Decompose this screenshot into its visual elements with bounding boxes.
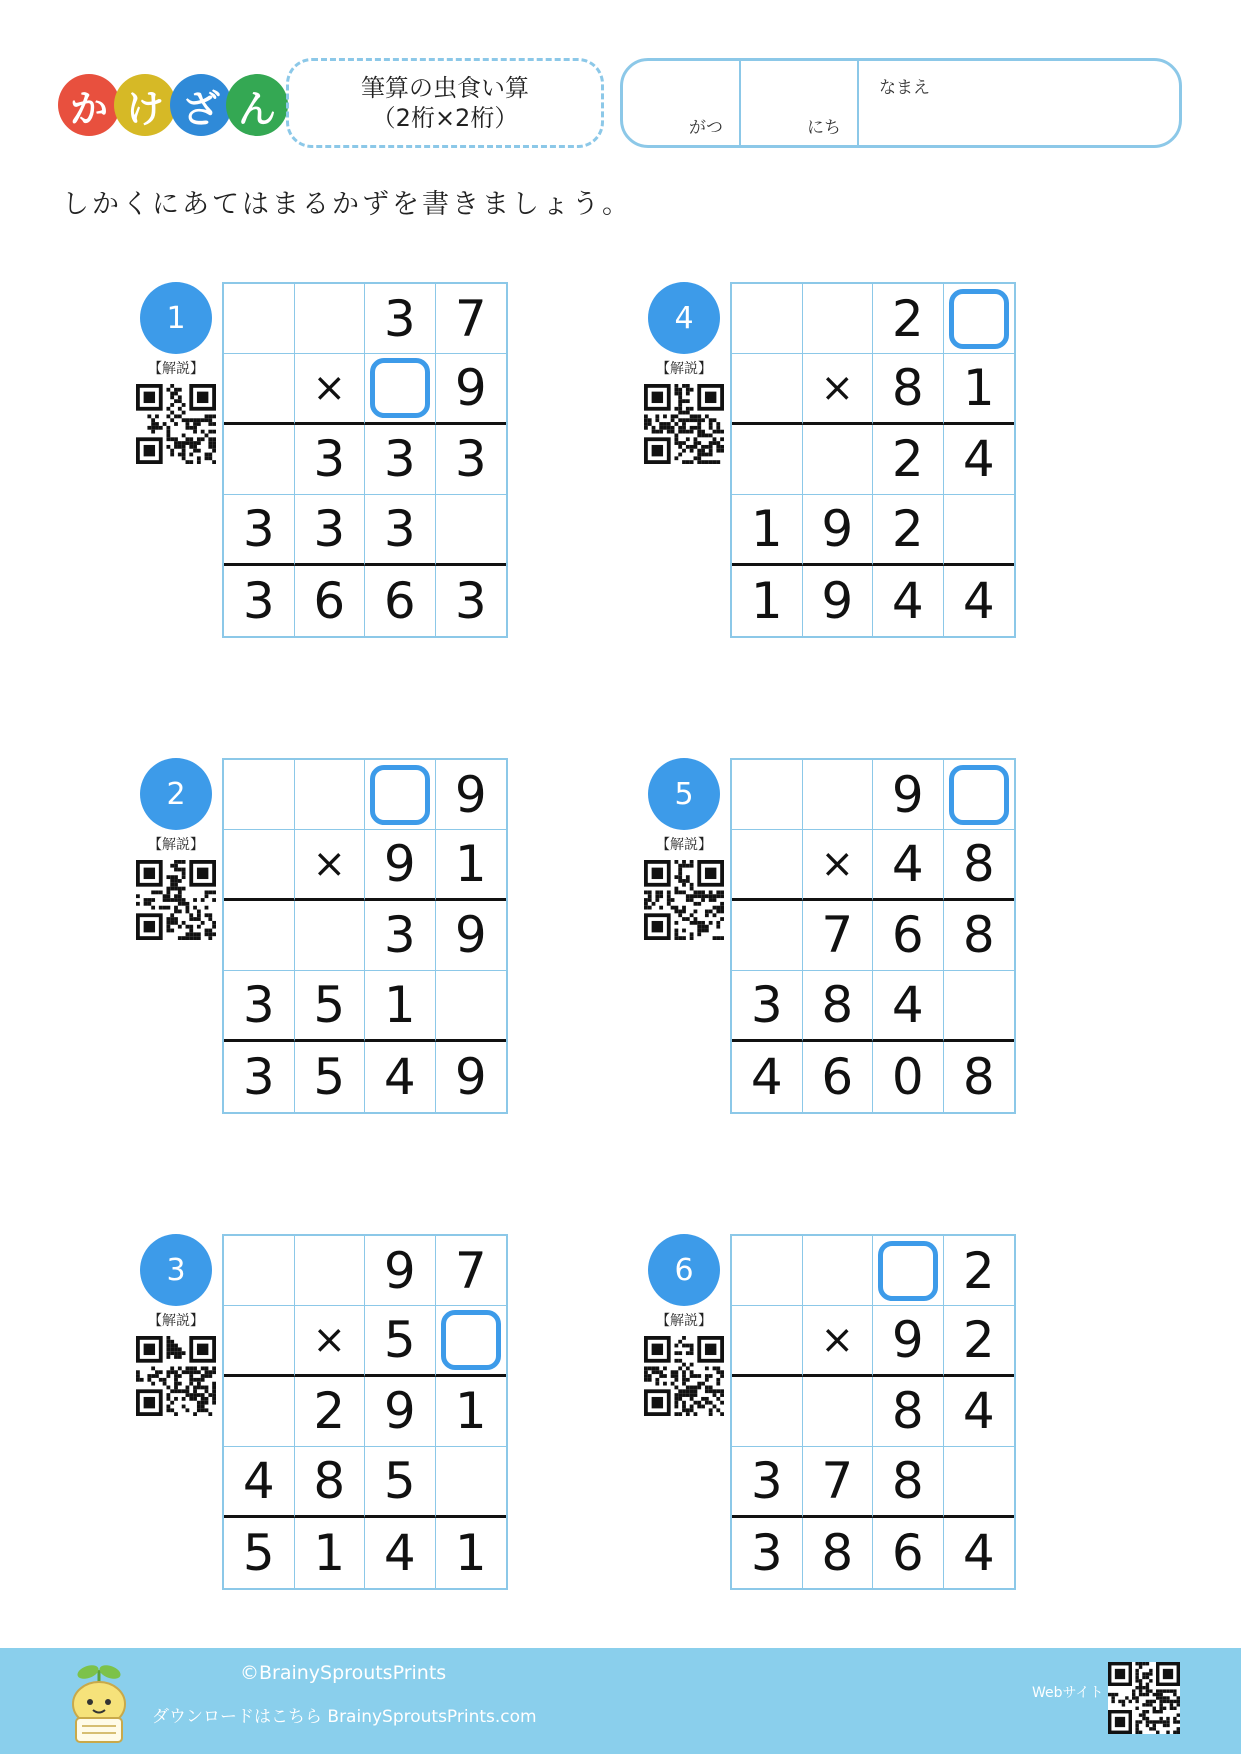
grid-cell: 2 <box>295 1377 366 1447</box>
grid-cell: × <box>295 354 366 424</box>
grid-cell: 8 <box>295 1447 366 1517</box>
grid-cell: 4 <box>962 571 995 630</box>
grid-cell: 9 <box>873 1306 944 1376</box>
grid-cell[interactable] <box>436 1306 507 1376</box>
website-qr-code-icon[interactable] <box>1108 1662 1180 1734</box>
grid-cell: 4 <box>732 1042 803 1112</box>
grid-cell: 2 <box>873 284 944 354</box>
grid-cell: 6 <box>803 1042 874 1112</box>
grid-cell: 1 <box>454 1523 487 1582</box>
grid-cell: 9 <box>365 830 436 900</box>
sprout-mascot-icon <box>66 1662 132 1744</box>
grid-cell: × <box>803 1306 874 1376</box>
grid-cell: 9 <box>365 1377 436 1447</box>
grid-cell: 3 <box>732 1518 803 1588</box>
multiplication-grid <box>730 1234 1016 1590</box>
grid-cell: 4 <box>873 830 944 900</box>
grid-cell: 4 <box>873 566 944 636</box>
logo-char: け <box>114 74 176 136</box>
problem-number: 6 <box>648 1234 720 1306</box>
multiplication-grid <box>222 758 508 1114</box>
answer-blank-box[interactable] <box>878 1241 938 1301</box>
grid-cell: 4 <box>944 1377 1015 1447</box>
grid-cell: 1 <box>732 566 803 636</box>
grid-cell <box>803 1236 874 1306</box>
explanation-qr-code-icon[interactable] <box>136 860 216 940</box>
logo-char: ざ <box>170 74 232 136</box>
month-field[interactable]: がつ <box>689 118 723 138</box>
grid-cell: 6 <box>295 566 366 636</box>
grid-cell: × <box>803 354 874 424</box>
grid-cell: 1 <box>732 495 803 565</box>
answer-blank-box[interactable] <box>949 289 1009 349</box>
grid-cell <box>224 760 295 830</box>
explanation-qr-code-icon[interactable] <box>644 860 724 940</box>
multiplication-grid <box>730 758 1016 1114</box>
grid-cell: 3 <box>224 566 295 636</box>
grid-cell: 7 <box>803 901 874 971</box>
divider <box>739 61 741 145</box>
grid-cell: 2 <box>944 1236 1015 1306</box>
explanation-label: 【解説】 <box>656 1313 712 1329</box>
grid-cell: 1 <box>295 1518 366 1588</box>
grid-cell: 5 <box>365 1447 436 1517</box>
grid-cell <box>295 284 366 354</box>
multiplication-grid <box>222 282 508 638</box>
explanation-qr-code-icon[interactable] <box>136 1336 216 1416</box>
grid-cell: 9 <box>436 760 507 830</box>
grid-cell: 9 <box>803 566 874 636</box>
grid-cell[interactable] <box>944 760 1015 830</box>
grid-cell: 0 <box>873 1042 944 1112</box>
problem-number: 5 <box>648 758 720 830</box>
grid-cell: 3 <box>224 1042 295 1112</box>
grid-cell: 3 <box>454 571 487 630</box>
grid-cell: 7 <box>803 1447 874 1517</box>
grid-cell <box>803 760 874 830</box>
grid-cell <box>732 760 803 830</box>
grid-cell: 3 <box>224 495 295 565</box>
grid-cell <box>732 425 803 495</box>
grid-cell <box>295 901 366 971</box>
grid-cell: 8 <box>803 1518 874 1588</box>
grid-cell: 7 <box>436 284 507 354</box>
grid-cell: 3 <box>365 901 436 971</box>
grid-cell: 8 <box>873 354 944 424</box>
grid-cell: 3 <box>224 971 295 1041</box>
grid-cell: 1 <box>436 1377 507 1447</box>
grid-cell: 3 <box>295 425 366 495</box>
answer-blank-box[interactable] <box>370 765 430 825</box>
title-line-1: 筆算の虫食い算 <box>361 74 529 102</box>
footer <box>0 1648 1241 1754</box>
grid-cell <box>732 1306 803 1376</box>
problem-number: 2 <box>140 758 212 830</box>
grid-cell: 2 <box>944 1306 1015 1376</box>
download-link[interactable]: ダウンロードはこちら BrainySproutsPrints.com <box>152 1707 537 1727</box>
grid-cell: 5 <box>295 971 366 1041</box>
grid-cell: 5 <box>295 1042 366 1112</box>
grid-cell <box>224 1377 295 1447</box>
grid-cell <box>224 354 295 424</box>
problem-4 <box>648 282 1028 642</box>
grid-cell: 8 <box>944 901 1015 971</box>
grid-cell: 4 <box>944 425 1015 495</box>
grid-cell: 9 <box>873 760 944 830</box>
problem-number: 1 <box>140 282 212 354</box>
explanation-label: 【解説】 <box>656 361 712 377</box>
explanation-qr-code-icon[interactable] <box>644 384 724 464</box>
grid-cell: 7 <box>436 1236 507 1306</box>
grid-cell <box>803 425 874 495</box>
grid-cell: × <box>803 830 874 900</box>
grid-cell: 9 <box>454 1047 487 1106</box>
answer-blank-box[interactable] <box>370 358 430 418</box>
grid-cell: 5 <box>365 1306 436 1376</box>
grid-cell: 4 <box>873 971 944 1041</box>
logo <box>58 74 282 136</box>
grid-cell <box>224 284 295 354</box>
grid-cell: 3 <box>365 495 436 565</box>
grid-cell <box>944 971 1015 1041</box>
explanation-label: 【解説】 <box>656 837 712 853</box>
grid-cell: 9 <box>803 495 874 565</box>
answer-blank-box[interactable] <box>441 1310 501 1370</box>
grid-cell: 4 <box>365 1518 436 1588</box>
grid-cell: 4 <box>224 1447 295 1517</box>
grid-cell[interactable] <box>944 284 1015 354</box>
grid-cell: 3 <box>436 425 507 495</box>
grid-cell <box>732 830 803 900</box>
grid-cell: 1 <box>944 354 1015 424</box>
grid-cell <box>732 1377 803 1447</box>
problem-1 <box>140 282 520 642</box>
copyright: ©BrainySproutsPrints <box>240 1662 447 1684</box>
divider <box>857 61 859 145</box>
grid-cell: 9 <box>365 1236 436 1306</box>
explanation-qr-code-icon[interactable] <box>644 1336 724 1416</box>
grid-cell: 9 <box>436 354 507 424</box>
problem-2 <box>140 758 520 1118</box>
grid-cell: 3 <box>295 495 366 565</box>
multiplication-grid <box>730 282 1016 638</box>
problem-3 <box>140 1234 520 1594</box>
explanation-label: 【解説】 <box>148 361 204 377</box>
grid-cell: 8 <box>962 1047 995 1106</box>
grid-cell: 6 <box>873 901 944 971</box>
title-line-2: （2桁×2桁） <box>371 104 519 132</box>
grid-cell <box>224 901 295 971</box>
grid-cell: 5 <box>224 1518 295 1588</box>
grid-cell[interactable] <box>873 1236 944 1306</box>
logo-char: ん <box>226 74 288 136</box>
multiplication-grid <box>222 1234 508 1590</box>
grid-cell <box>295 760 366 830</box>
problem-5 <box>648 758 1028 1118</box>
name-field[interactable]: なまえ <box>879 78 930 98</box>
grid-cell: 8 <box>873 1447 944 1517</box>
grid-cell: 3 <box>732 1447 803 1517</box>
grid-cell <box>732 284 803 354</box>
grid-cell: 3 <box>365 425 436 495</box>
grid-cell <box>732 901 803 971</box>
grid-cell <box>436 1447 507 1517</box>
grid-cell: 3 <box>365 284 436 354</box>
grid-cell: 4 <box>962 1523 995 1582</box>
grid-cell: 4 <box>365 1042 436 1112</box>
grid-cell <box>803 1377 874 1447</box>
grid-cell <box>944 495 1015 565</box>
logo-char: か <box>58 74 120 136</box>
grid-cell <box>803 284 874 354</box>
grid-cell <box>732 1236 803 1306</box>
problem-6 <box>648 1234 1028 1594</box>
grid-cell: 2 <box>873 425 944 495</box>
grid-cell: 1 <box>365 971 436 1041</box>
grid-cell <box>224 1236 295 1306</box>
grid-cell: × <box>295 830 366 900</box>
website-label: Webサイト <box>1032 1685 1104 1701</box>
instruction-text: しかくにあてはまるかずを書きましょう。 <box>62 189 632 220</box>
explanation-label: 【解説】 <box>148 837 204 853</box>
grid-cell <box>224 425 295 495</box>
grid-cell: 2 <box>873 495 944 565</box>
date-name-box <box>620 58 1182 148</box>
problem-number: 4 <box>648 282 720 354</box>
grid-cell <box>224 1306 295 1376</box>
answer-blank-box[interactable] <box>949 765 1009 825</box>
grid-cell <box>436 495 507 565</box>
grid-cell: 6 <box>365 566 436 636</box>
grid-cell <box>732 354 803 424</box>
grid-cell: × <box>295 1306 366 1376</box>
explanation-label: 【解説】 <box>148 1313 204 1329</box>
grid-cell[interactable] <box>365 760 436 830</box>
grid-cell: 8 <box>803 971 874 1041</box>
explanation-qr-code-icon[interactable] <box>136 384 216 464</box>
grid-cell: 8 <box>944 830 1015 900</box>
grid-cell: 8 <box>873 1377 944 1447</box>
grid-cell <box>224 830 295 900</box>
worksheet-title <box>286 58 604 148</box>
grid-cell: 6 <box>873 1518 944 1588</box>
grid-cell <box>295 1236 366 1306</box>
day-field[interactable]: にち <box>807 118 841 138</box>
problem-number: 3 <box>140 1234 212 1306</box>
grid-cell: 3 <box>732 971 803 1041</box>
grid-cell <box>944 1447 1015 1517</box>
grid-cell <box>436 971 507 1041</box>
grid-cell: 1 <box>436 830 507 900</box>
grid-cell[interactable] <box>365 354 436 424</box>
grid-cell: 9 <box>436 901 507 971</box>
